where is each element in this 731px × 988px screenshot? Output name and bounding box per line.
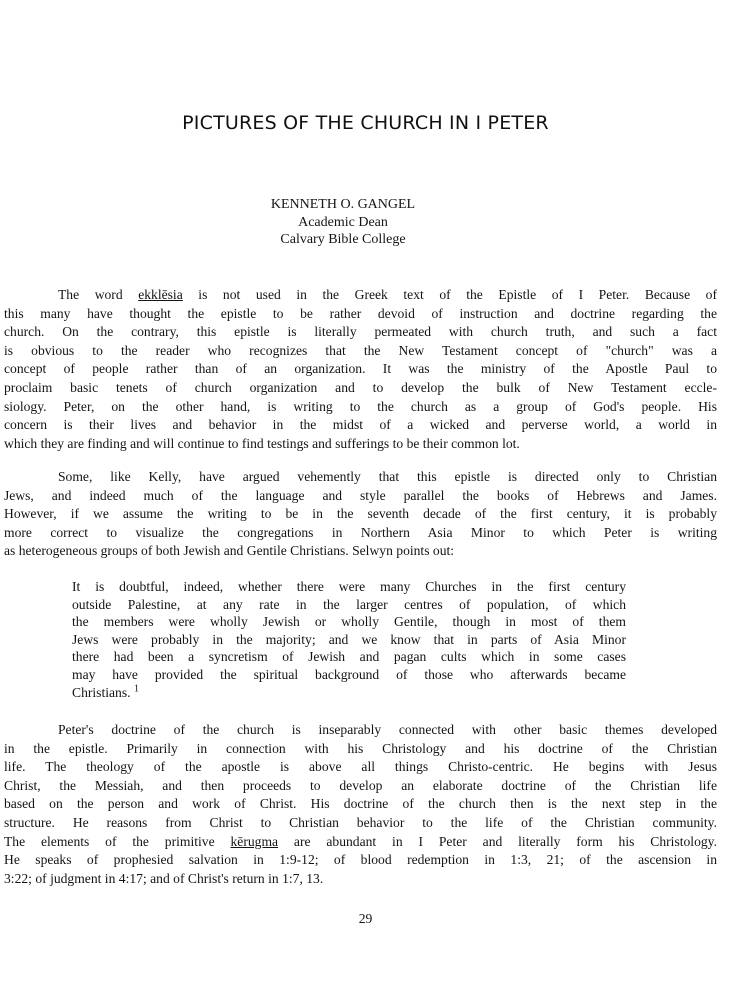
quote-line: It is doubtful, indeed, whether there were many Churches in the first century [72, 579, 626, 594]
text-line: which they are finding and will continue to find testings and sufferings to be their common lot. [4, 435, 520, 451]
quote-line: outside Palestine, at any rate in the larger centres of population, of which [72, 596, 626, 612]
text-line: The elements of the primitive kērugma are abundant in I Peter and literally form his Christology. [4, 833, 717, 849]
author-byline [248, 196, 438, 249]
greek-term-ekklesia: ekklēsia [138, 287, 183, 302]
author-position: Academic Dean [298, 214, 388, 230]
text-line: proclaim basic tenets of church organization and to develop the bulk of New Testament eccle- [4, 379, 717, 395]
author-institution: Calvary Bible College [280, 232, 406, 247]
text-line: Jews, and indeed much of the language and style parallel the books of Hebrews and James. [4, 487, 717, 503]
text-line: structure. He reasons from Christ to Christian behavior to the life of the Christian community. [4, 814, 717, 830]
text-line: The word ekklēsia is not used in the Greek text of the Epistle of I Peter. Because of [58, 287, 717, 302]
block-quote [72, 578, 626, 701]
quote-line: Jews were probably in the majority; and we know that in parts of Asia Minor [72, 631, 626, 647]
text-line: Some, like Kelly, have argued vehemently that this epistle is directed only to Christian [58, 469, 717, 484]
text-line: However, if we assume the writing to be in the seventh decade of the first century, it is probably [4, 506, 717, 522]
text-line: life. The theology of the apostle is above all things Christo-centric. He begins with Jesus [4, 759, 717, 775]
paragraph-2 [4, 468, 717, 561]
text-line: in the epistle. Primarily in connection with his Christology and his doctrine of the Christian [4, 740, 717, 756]
text-line: more correct to visualize the congregations in Northern Asia Minor to which Peter is writing [4, 524, 717, 540]
text-line: He speaks of prophesied salvation in 1:9-12; of blood redemption in 1:3, 21; of the ascension in [4, 852, 717, 868]
text-line: concern is their lives and behavior in the midst of a wicked and perverse world, a world in [4, 417, 717, 433]
greek-term-kerugma: kērugma [230, 833, 279, 849]
quote-line: Christians. $^1$ [72, 683, 139, 700]
text-line: church. On the contrary, this epistle is literally permeated with church truth, and such a fact [4, 324, 717, 340]
text-line: is obvious to the reader who recognizes that the New Testament concept of "church" was a [4, 342, 717, 358]
paragraph-1 [4, 286, 717, 453]
text-line: as heterogeneous groups of both Jewish and Gentile Christians. Selwyn points out: [4, 543, 455, 559]
quote-line: may have provided the spiritual background of those who afterwards became [72, 666, 626, 682]
quote-line: there had been a syncretism of Jewish and pagan cults which in some cases [72, 649, 626, 665]
text-line: siology. Peter, on the other hand, is writing to the church as a group of God's people. His [4, 398, 717, 414]
article-title: PICTURES OF THE CHURCH IN I PETER [182, 112, 549, 134]
text-line: Christ, the Messiah, and then proceeds to develop an elaborate doctrine of the Christian life [4, 777, 717, 793]
text-line: Peter's doctrine of the church is inseparably connected with other basic themes developed [58, 722, 717, 737]
paragraph-3 [4, 721, 717, 888]
text-line: 3:22; of judgment in 4:17; and of Christ's return in 1:7, 13. [4, 870, 324, 886]
text-line: this many have thought the epistle to be rather devoid of instruction and doctrine regarding the [4, 305, 717, 321]
quote-line: the members were wholly Jewish or wholly Gentile, though in most of them [72, 614, 626, 630]
author-name: KENNETH O. GANGEL [270, 197, 416, 212]
text-line: concept of people rather than of an organization. It was the ministry of the Apostle Paul to [4, 361, 717, 377]
text-line: based on the person and work of Christ. His doctrine of the church then is the next step in the [4, 796, 717, 812]
footnote-ref[interactable]: 1 [133, 683, 139, 695]
page-number: 29 [358, 911, 373, 926]
